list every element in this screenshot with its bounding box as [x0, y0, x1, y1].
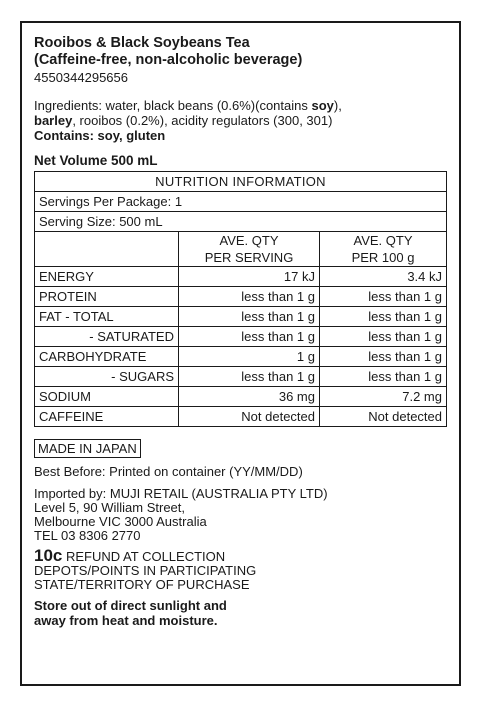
nutrition-row	[35, 407, 447, 427]
nutrition-row	[35, 327, 447, 347]
importer-info	[34, 487, 447, 543]
per-serving-value: less than 1 g	[179, 287, 320, 307]
nutrition-table	[34, 171, 447, 427]
nutrient-name: - SATURATED	[35, 327, 179, 347]
nutrient-name: ENERGY	[35, 267, 179, 287]
servings-per-package: Servings Per Package: 1	[35, 192, 447, 212]
column-header-per-serving	[179, 232, 320, 267]
nutrition-row	[35, 287, 447, 307]
column-header-per-100g-line2: PER 100 g	[351, 250, 415, 265]
best-before: Best Before: Printed on container (YY/MM/DD)	[34, 464, 303, 479]
refund-notice	[34, 546, 447, 592]
allergen-soy: soy	[311, 98, 334, 113]
product-title-line2: (Caffeine-free, non-alcoholic beverage)	[34, 52, 303, 68]
ingredients-part2: ),	[333, 98, 342, 113]
per-serving-value: 36 mg	[179, 387, 320, 407]
barcode-number: 4550344295656	[34, 70, 128, 85]
column-header-per-100g-line1: AVE. QTY	[353, 233, 413, 248]
per-100g-value: Not detected	[320, 407, 447, 427]
importer-line2: Level 5, 90 William Street,	[34, 500, 186, 515]
nutrient-name: PROTEIN	[35, 287, 179, 307]
nutrition-heading: NUTRITION INFORMATION	[35, 172, 447, 192]
allergen-statement: Contains: soy, gluten	[34, 128, 166, 143]
allergen-barley: barley	[34, 113, 73, 128]
made-in-badge: MADE IN JAPAN	[34, 439, 141, 458]
column-header-blank	[35, 232, 179, 267]
nutrition-row	[35, 267, 447, 287]
per-serving-value: Not detected	[179, 407, 320, 427]
label-content	[34, 35, 447, 628]
serving-size: Serving Size: 500 mL	[35, 212, 447, 232]
ingredients-part3: , rooibos (0.2%), acidity regulators (300, 301)	[72, 113, 333, 128]
nutrient-name: CARBOHYDRATE	[35, 347, 179, 367]
nutrient-name: - SUGARS	[35, 367, 179, 387]
nutrient-name: FAT - TOTAL	[35, 307, 179, 327]
nutrition-rows	[35, 267, 447, 427]
per-100g-value: less than 1 g	[320, 287, 447, 307]
ingredients-part1: Ingredients: water, black beans (0.6%)(contains	[34, 98, 312, 113]
importer-phone: TEL 03 8306 2770	[34, 528, 141, 543]
per-100g-value: 7.2 mg	[320, 387, 447, 407]
importer-line3: Melbourne VIC 3000 Australia	[34, 514, 207, 529]
net-volume: Net Volume 500 mL	[34, 153, 158, 168]
per-100g-value: 3.4 kJ	[320, 267, 447, 287]
refund-line1: REFUND AT COLLECTION	[62, 549, 226, 564]
nutrition-row	[35, 347, 447, 367]
product-title-line1: Rooibos & Black Soybeans Tea	[34, 35, 250, 51]
nutrition-row	[35, 387, 447, 407]
refund-line3: STATE/TERRITORY OF PURCHASE	[34, 577, 250, 592]
column-header-row	[35, 232, 447, 267]
column-header-per-serving-line2: PER SERVING	[204, 250, 294, 265]
nutrition-row	[35, 367, 447, 387]
product-label	[20, 21, 461, 686]
product-title	[34, 35, 447, 69]
per-serving-value: 1 g	[179, 347, 320, 367]
nutrient-name: CAFFEINE	[35, 407, 179, 427]
per-serving-value: less than 1 g	[179, 307, 320, 327]
refund-amount: 10c	[34, 546, 63, 565]
per-100g-value: less than 1 g	[320, 327, 447, 347]
refund-line2: DEPOTS/POINTS IN PARTICIPATING	[34, 563, 257, 578]
per-serving-value: less than 1 g	[179, 327, 320, 347]
storage-line2: away from heat and moisture.	[34, 613, 218, 628]
per-100g-value: less than 1 g	[320, 307, 447, 327]
nutrition-row	[35, 307, 447, 327]
ingredients-text	[34, 98, 447, 128]
per-100g-value: less than 1 g	[320, 347, 447, 367]
column-header-per-100g	[320, 232, 447, 267]
importer-line1: Imported by: MUJI RETAIL (AUSTRALIA PTY LTD)	[34, 486, 328, 501]
per-100g-value: less than 1 g	[320, 367, 447, 387]
per-serving-value: 17 kJ	[179, 267, 320, 287]
storage-instructions	[34, 598, 447, 628]
nutrient-name: SODIUM	[35, 387, 179, 407]
storage-line1: Store out of direct sunlight and	[34, 598, 227, 613]
column-header-per-serving-line1: AVE. QTY	[219, 233, 279, 248]
per-serving-value: less than 1 g	[179, 367, 320, 387]
